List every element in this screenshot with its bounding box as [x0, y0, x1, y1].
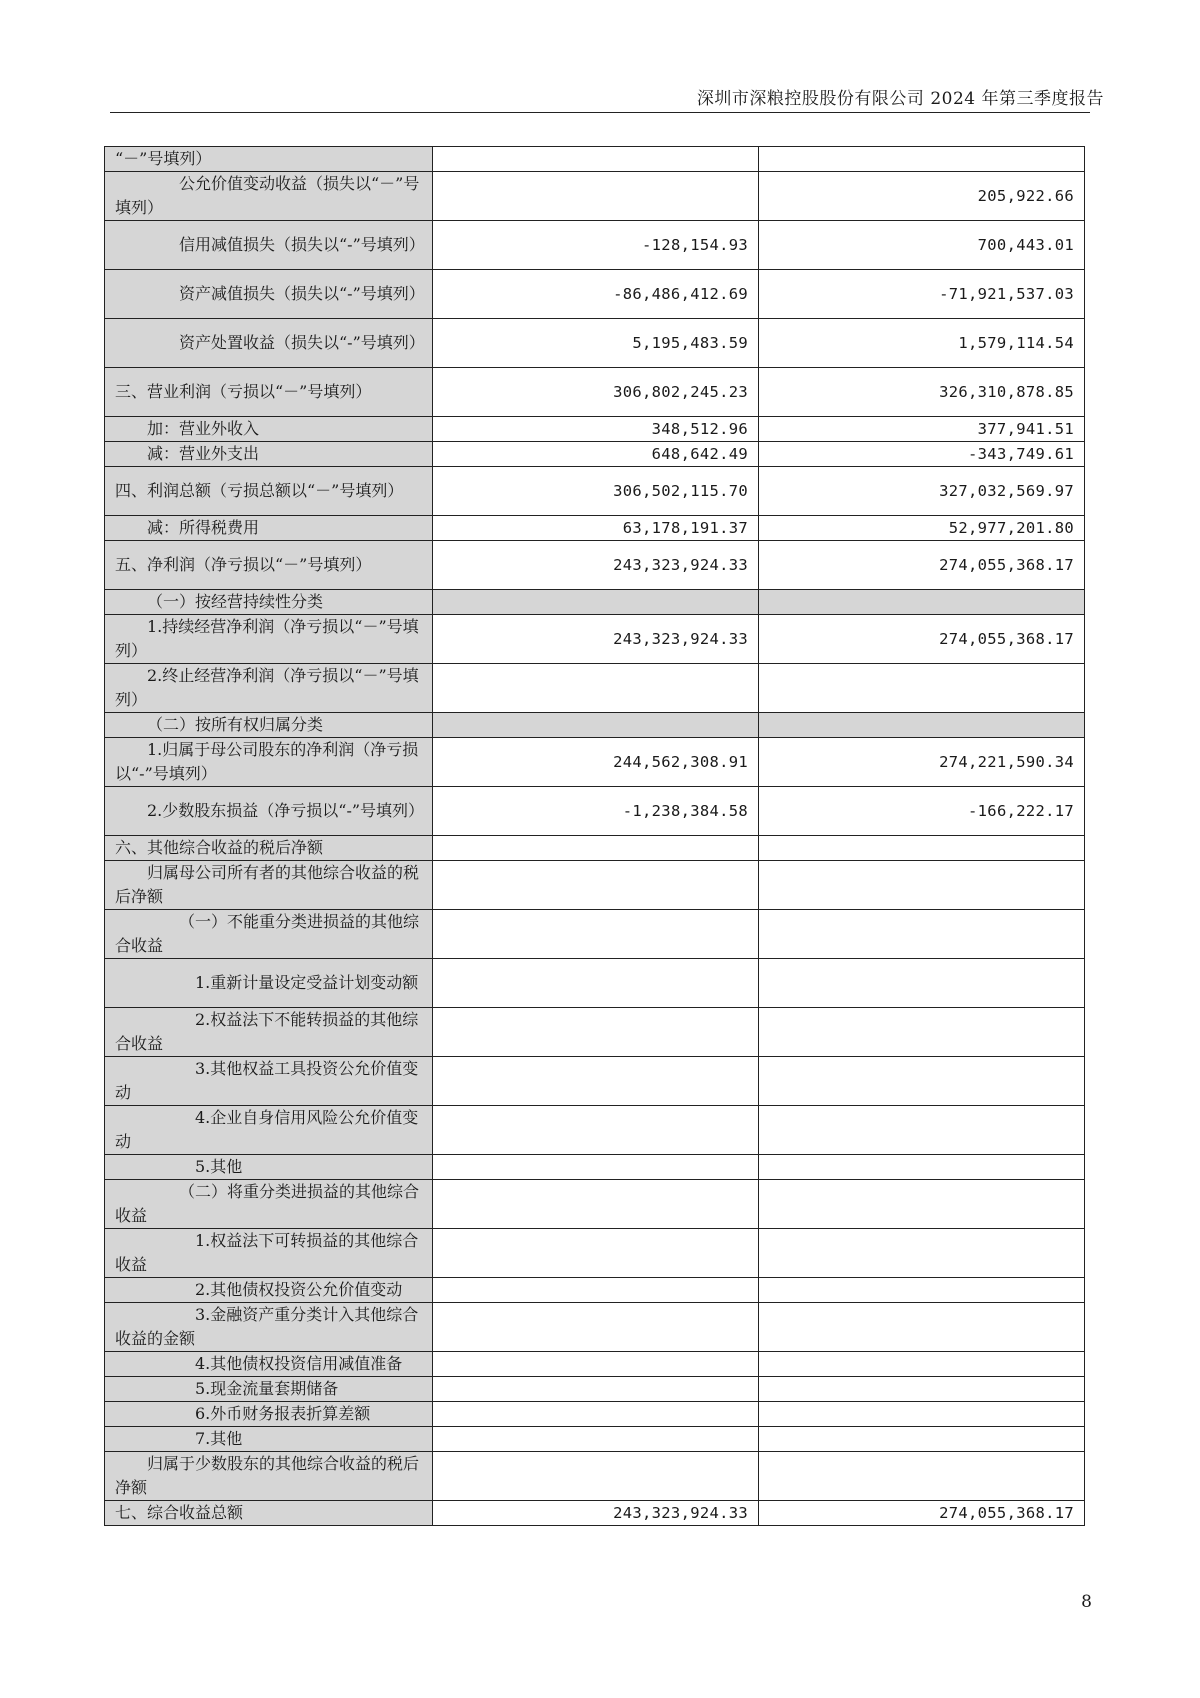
- row-value-current: [433, 1278, 759, 1303]
- row-label: 2.少数股东损益（净亏损以“-”号填列）: [105, 787, 433, 836]
- row-value-prior: 274,221,590.34: [759, 738, 1085, 787]
- row-value-current: -86,486,412.69: [433, 270, 759, 319]
- table-row: [105, 1278, 1085, 1303]
- row-label: 7.其他: [105, 1427, 433, 1452]
- row-label: 3.其他权益工具投资公允价值变动: [105, 1057, 433, 1106]
- table-row: [105, 1303, 1085, 1352]
- row-value-prior: [759, 959, 1085, 1008]
- row-value-current: [433, 910, 759, 959]
- table-row: [105, 1452, 1085, 1501]
- table-row: [105, 959, 1085, 1008]
- row-value-prior: [759, 590, 1085, 615]
- page-number: 8: [1081, 1592, 1092, 1612]
- row-value-current: 63,178,191.37: [433, 516, 759, 541]
- row-value-prior: [759, 861, 1085, 910]
- table-row: [105, 1008, 1085, 1057]
- row-label: 1.持续经营净利润（净亏损以“－”号填列）: [105, 615, 433, 664]
- table-row: [105, 615, 1085, 664]
- table-row: [105, 787, 1085, 836]
- row-label: 5.现金流量套期储备: [105, 1377, 433, 1402]
- row-value-prior: 274,055,368.17: [759, 541, 1085, 590]
- row-value-prior: 274,055,368.17: [759, 1501, 1085, 1526]
- row-value-prior: [759, 1155, 1085, 1180]
- table-row: [105, 1106, 1085, 1155]
- row-value-prior: [759, 836, 1085, 861]
- row-value-current: -1,238,384.58: [433, 787, 759, 836]
- row-value-current: [433, 1057, 759, 1106]
- row-label: 5.其他: [105, 1155, 433, 1180]
- table-row: [105, 1229, 1085, 1278]
- row-value-prior: [759, 1377, 1085, 1402]
- row-value-current: [433, 1008, 759, 1057]
- table-row: [105, 1427, 1085, 1452]
- table-row: [105, 910, 1085, 959]
- row-value-current: 648,642.49: [433, 442, 759, 467]
- row-label: 信用减值损失（损失以“-”号填列）: [105, 221, 433, 270]
- table-row: [105, 368, 1085, 417]
- row-value-prior: -343,749.61: [759, 442, 1085, 467]
- row-label: 五、净利润（净亏损以“－”号填列）: [105, 541, 433, 590]
- row-value-current: 306,802,245.23: [433, 368, 759, 417]
- table-row: [105, 713, 1085, 738]
- row-value-current: 5,195,483.59: [433, 319, 759, 368]
- row-label: 四、利润总额（亏损总额以“－”号填列）: [105, 467, 433, 516]
- row-label: 资产处置收益（损失以“-”号填列）: [105, 319, 433, 368]
- income-statement-body: [105, 147, 1085, 1526]
- header-rule: [110, 112, 1090, 113]
- row-value-current: [433, 1452, 759, 1501]
- row-value-prior: [759, 1402, 1085, 1427]
- row-value-prior: 274,055,368.17: [759, 615, 1085, 664]
- row-value-prior: 377,941.51: [759, 417, 1085, 442]
- row-value-prior: [759, 1352, 1085, 1377]
- row-value-current: [433, 1427, 759, 1452]
- row-label: “－”号填列）: [105, 147, 433, 172]
- row-label: 1.重新计量设定受益计划变动额: [105, 959, 433, 1008]
- row-value-prior: [759, 664, 1085, 713]
- row-value-current: [433, 836, 759, 861]
- row-value-prior: [759, 1452, 1085, 1501]
- table-row: [105, 417, 1085, 442]
- row-value-current: [433, 959, 759, 1008]
- row-value-current: [433, 1352, 759, 1377]
- row-label: （一）不能重分类进损益的其他综合收益: [105, 910, 433, 959]
- table-row: [105, 861, 1085, 910]
- row-value-prior: [759, 910, 1085, 959]
- table-row: [105, 467, 1085, 516]
- table-row: [105, 147, 1085, 172]
- row-value-prior: -71,921,537.03: [759, 270, 1085, 319]
- table-row: [105, 442, 1085, 467]
- row-label: 加：营业外收入: [105, 417, 433, 442]
- table-row: [105, 1057, 1085, 1106]
- row-value-prior: -166,222.17: [759, 787, 1085, 836]
- table-row: [105, 1377, 1085, 1402]
- row-value-current: [433, 713, 759, 738]
- row-value-prior: [759, 1278, 1085, 1303]
- table-row: [105, 1180, 1085, 1229]
- table-row: [105, 1155, 1085, 1180]
- row-value-prior: [759, 1303, 1085, 1352]
- row-value-current: 348,512.96: [433, 417, 759, 442]
- row-value-prior: [759, 147, 1085, 172]
- row-value-current: [433, 664, 759, 713]
- row-label: 减：所得税费用: [105, 516, 433, 541]
- row-label: （二）按所有权归属分类: [105, 713, 433, 738]
- table-row: [105, 319, 1085, 368]
- table-row: [105, 738, 1085, 787]
- row-label: 4.其他债权投资信用减值准备: [105, 1352, 433, 1377]
- row-value-current: 243,323,924.33: [433, 615, 759, 664]
- table-row: [105, 664, 1085, 713]
- table-row: [105, 541, 1085, 590]
- row-label: 2.权益法下不能转损益的其他综合收益: [105, 1008, 433, 1057]
- row-value-current: [433, 861, 759, 910]
- row-label: 归属于少数股东的其他综合收益的税后净额: [105, 1452, 433, 1501]
- row-label: 6.外币财务报表折算差额: [105, 1402, 433, 1427]
- row-label: （一）按经营持续性分类: [105, 590, 433, 615]
- row-value-current: -128,154.93: [433, 221, 759, 270]
- row-label: 2.终止经营净利润（净亏损以“－”号填列）: [105, 664, 433, 713]
- row-value-prior: 52,977,201.80: [759, 516, 1085, 541]
- row-value-prior: [759, 1229, 1085, 1278]
- row-value-current: [433, 1303, 759, 1352]
- table-row: [105, 1352, 1085, 1377]
- row-value-prior: [759, 713, 1085, 738]
- row-label: 减：营业外支出: [105, 442, 433, 467]
- row-label: （二）将重分类进损益的其他综合收益: [105, 1180, 433, 1229]
- row-label: 三、营业利润（亏损以“－”号填列）: [105, 368, 433, 417]
- row-label: 3.金融资产重分类计入其他综合收益的金额: [105, 1303, 433, 1352]
- table-row: [105, 221, 1085, 270]
- row-value-prior: 205,922.66: [759, 172, 1085, 221]
- row-value-prior: 1,579,114.54: [759, 319, 1085, 368]
- income-statement-table: [104, 146, 1085, 1526]
- row-value-current: [433, 590, 759, 615]
- row-value-current: 244,562,308.91: [433, 738, 759, 787]
- row-label: 1.归属于母公司股东的净利润（净亏损以“-”号填列）: [105, 738, 433, 787]
- row-value-current: [433, 1377, 759, 1402]
- row-value-current: [433, 1402, 759, 1427]
- row-label: 六、其他综合收益的税后净额: [105, 836, 433, 861]
- row-value-current: [433, 1180, 759, 1229]
- row-value-current: 243,323,924.33: [433, 1501, 759, 1526]
- row-label: 七、综合收益总额: [105, 1501, 433, 1526]
- row-value-prior: [759, 1057, 1085, 1106]
- row-label: 资产减值损失（损失以“-”号填列）: [105, 270, 433, 319]
- table-row: [105, 1501, 1085, 1526]
- row-value-current: [433, 1229, 759, 1278]
- table-row: [105, 1402, 1085, 1427]
- row-value-prior: 327,032,569.97: [759, 467, 1085, 516]
- table-row: [105, 516, 1085, 541]
- row-value-current: [433, 147, 759, 172]
- row-label: 2.其他债权投资公允价值变动: [105, 1278, 433, 1303]
- row-value-prior: 326,310,878.85: [759, 368, 1085, 417]
- row-value-current: 306,502,115.70: [433, 467, 759, 516]
- table-row: [105, 270, 1085, 319]
- row-label: 1.权益法下可转损益的其他综合收益: [105, 1229, 433, 1278]
- table-row: [105, 836, 1085, 861]
- row-value-prior: [759, 1008, 1085, 1057]
- row-value-prior: 700,443.01: [759, 221, 1085, 270]
- row-value-prior: [759, 1180, 1085, 1229]
- report-header-title: 深圳市深粮控股股份有限公司 2024 年第三季度报告: [696, 89, 1104, 109]
- table-row: [105, 590, 1085, 615]
- row-value-current: 243,323,924.33: [433, 541, 759, 590]
- row-label: 归属母公司所有者的其他综合收益的税后净额: [105, 861, 433, 910]
- row-label: 公允价值变动收益（损失以“－”号填列）: [105, 172, 433, 221]
- row-label: 4.企业自身信用风险公允价值变动: [105, 1106, 433, 1155]
- row-value-current: [433, 1106, 759, 1155]
- row-value-current: [433, 172, 759, 221]
- table-row: [105, 172, 1085, 221]
- row-value-prior: [759, 1106, 1085, 1155]
- row-value-current: [433, 1155, 759, 1180]
- row-value-prior: [759, 1427, 1085, 1452]
